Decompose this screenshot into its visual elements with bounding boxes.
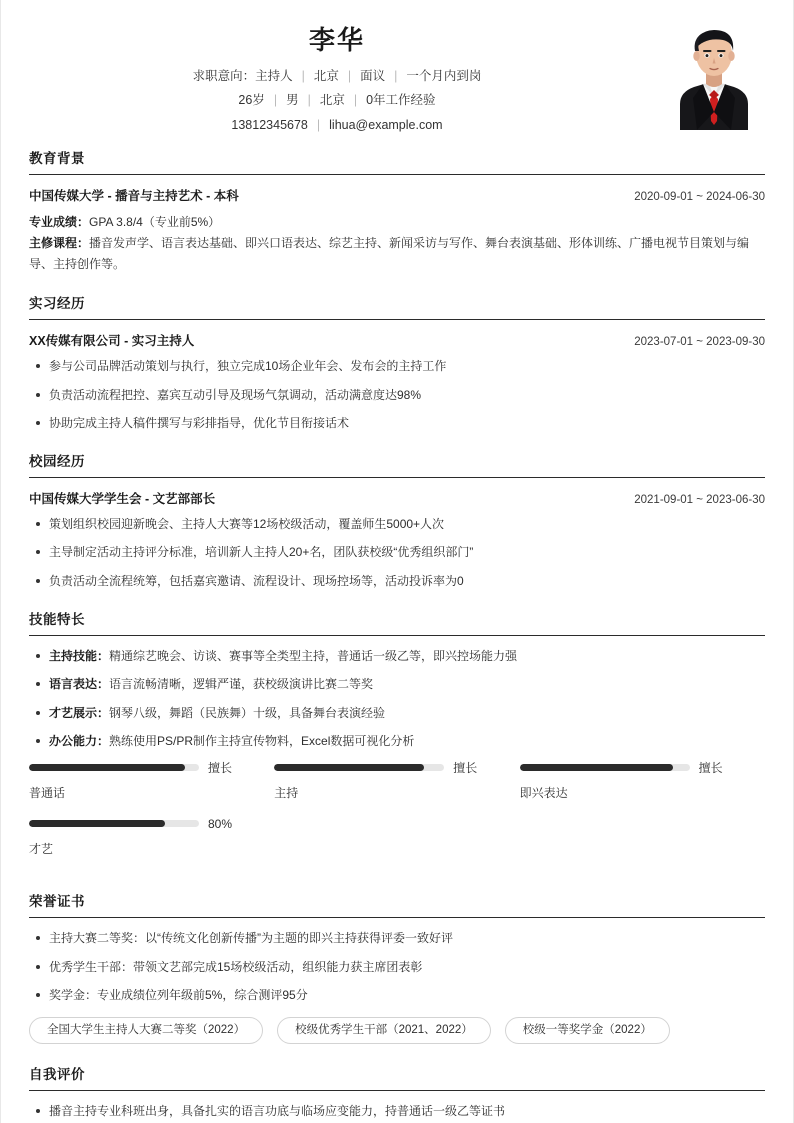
skills-bullet-list <box>29 647 765 751</box>
bullet-label: 才艺展示： <box>49 705 110 720</box>
campus-entry <box>29 489 765 591</box>
section-campus <box>1 450 793 591</box>
skill-bar-row <box>29 761 274 775</box>
campus-entry-title: 中国传媒大学学生会 - 文艺部部长 <box>29 491 216 506</box>
skill-bar-row <box>29 817 274 831</box>
campus-entry-header <box>29 489 765 507</box>
skill-bar-level: 擅长 <box>453 761 478 776</box>
bullet-item: 奖学金：专业成绩位列年级前5%，综合测评95分 <box>29 986 765 1005</box>
meta-item: 13812345678 <box>231 117 308 132</box>
bullet-item: 播音主持专业科班出身，具备扎实的语言功底与临场应变能力，持普通话一级乙等证书 <box>29 1102 765 1121</box>
honors-bullet-list <box>29 929 765 1005</box>
meta-item: 男 <box>286 93 299 107</box>
internship-entry-date: 2023-07-01 ~ 2023-09-30 <box>634 336 765 348</box>
skill-bar-fill <box>274 764 424 771</box>
education-entry-title: 中国传媒大学 - 播音与主持艺术 - 本科 <box>29 189 239 203</box>
skill-bar-group <box>29 761 765 873</box>
bullet-label: 主持技能： <box>49 648 110 663</box>
meta-separator: | <box>273 93 278 107</box>
meta-line-objective <box>29 70 645 83</box>
education-entry <box>29 186 765 275</box>
bullet-label: 语言表达： <box>49 677 110 692</box>
meta-item: 26岁 <box>238 93 265 107</box>
bullet-item <box>29 647 765 666</box>
skill-bar-item <box>274 761 519 801</box>
education-grade <box>29 212 765 233</box>
meta-item: lihua@example.com <box>329 117 443 132</box>
bullet-text: 熟练使用PS/PR制作主持宣传物料，Excel数据可视化分析 <box>109 734 415 749</box>
education-entry-header <box>29 186 765 204</box>
bullet-item <box>29 675 765 694</box>
bullet-item <box>29 732 765 751</box>
skill-bar-level: 擅长 <box>208 761 233 776</box>
bullet-item: 参与公司品牌活动策划与执行，独立完成10场企业年会、发布会的主持工作 <box>29 357 765 376</box>
section-title-skills: 技能特长 <box>29 608 765 636</box>
meta-item: 面议 <box>360 68 386 83</box>
education-entry-date: 2020-09-01 ~ 2024-06-30 <box>634 191 765 203</box>
meta-item: 一个月内到岗 <box>406 68 482 83</box>
campus-bullet-list <box>29 515 765 591</box>
self-evaluation-bullet-list <box>29 1102 765 1121</box>
internship-entry <box>29 331 765 433</box>
skill-bar-row <box>520 761 765 775</box>
internship-entry-header <box>29 331 765 349</box>
bullet-item: 负责活动流程把控、嘉宾互动引导及现场气氛调动，活动满意度达98% <box>29 386 765 405</box>
meta-item: 北京 <box>319 93 345 107</box>
bullet-item: 策划组织校园迎新晚会、主持人大赛等12场校级活动，覆盖师生5000+人次 <box>29 515 765 534</box>
skill-bar-fill <box>29 764 185 771</box>
skill-bar-track <box>274 764 444 771</box>
education-grade-value: GPA 3.8/4（专业前5%） <box>89 215 221 229</box>
section-internship <box>1 292 793 433</box>
skill-bar-item <box>29 761 274 801</box>
meta-line-personal <box>29 94 645 107</box>
meta-separator: | <box>316 117 321 132</box>
skill-bar-name: 普通话 <box>29 785 66 800</box>
skill-bar-name: 主持 <box>274 785 299 800</box>
internship-entry-title: XX传媒有限公司 - 实习主持人 <box>29 334 195 348</box>
section-skills <box>1 608 793 873</box>
bullet-item: 主持大赛二等奖：以“传统文化创新传播”为主题的即兴主持获得评委一致好评 <box>29 929 765 948</box>
education-courses <box>29 233 765 275</box>
section-honors <box>1 890 793 1046</box>
meta-separator: | <box>307 93 311 107</box>
bullet-text: 钢琴八级，舞蹈（民族舞）十级，具备舞台表演经验 <box>109 705 386 720</box>
meta-prefix: 求职意向： <box>192 68 256 83</box>
resume-header <box>1 0 793 130</box>
avatar <box>663 18 765 130</box>
skill-bar-row <box>274 761 519 775</box>
education-grade-label: 专业成绩： <box>29 215 90 229</box>
skill-bar-level: 80% <box>208 816 233 831</box>
meta-separator: | <box>301 68 305 83</box>
skill-bar-name: 即兴表达 <box>519 785 568 800</box>
bullet-text: 精通综艺晚会、访谈、赛事等全类型主持，普通话一级乙等，即兴控场能力强 <box>109 648 518 663</box>
honor-tag: 校级优秀学生干部（2021、2022） <box>277 1017 491 1045</box>
section-title-internship: 实习经历 <box>29 292 765 320</box>
bullet-item <box>29 704 765 723</box>
bullet-item: 主导制定活动主持评分标准，培训新人主持人20+名，团队获校级“优秀组织部门” <box>29 543 765 562</box>
section-title-education: 教育背景 <box>29 147 765 175</box>
skill-bar-track <box>520 764 690 771</box>
bullet-item: 优秀学生干部：带领文艺部完成15场校级活动，组织能力获主席团表彰 <box>29 958 765 977</box>
skill-bar-fill <box>29 820 165 827</box>
section-self-evaluation <box>1 1063 793 1121</box>
skill-bar-fill <box>520 764 673 771</box>
section-education <box>1 147 793 275</box>
bullet-text: 语言流畅清晰，逻辑严谨，获校级演讲比赛二等奖 <box>109 677 374 692</box>
meta-separator: | <box>394 68 398 83</box>
skill-bar-name: 才艺 <box>29 841 54 856</box>
meta-separator: | <box>347 68 352 83</box>
header-text-block <box>29 24 765 131</box>
campus-entry-date: 2021-09-01 ~ 2023-06-30 <box>634 493 765 506</box>
skill-bar-item <box>29 817 274 857</box>
honor-tag-group <box>29 1017 765 1047</box>
meta-item: 主持人 <box>255 68 293 83</box>
skill-bar-track <box>29 764 199 771</box>
meta-separator: | <box>353 93 358 107</box>
meta-item: 0年工作经验 <box>366 93 436 107</box>
section-title-self-evaluation: 自我评价 <box>29 1063 765 1091</box>
education-courses-label: 主修课程： <box>29 236 90 250</box>
section-title-campus: 校园经历 <box>29 450 765 478</box>
bullet-item: 协助完成主持人稿件撰写与彩排指导，优化节目衔接话术 <box>29 414 765 433</box>
skill-bar-item <box>520 761 765 801</box>
internship-bullet-list <box>29 357 765 433</box>
skill-bar-level: 擅长 <box>698 761 723 776</box>
meta-line-contact <box>29 119 645 132</box>
candidate-name: 李华 <box>308 25 365 55</box>
meta-item: 北京 <box>313 68 339 83</box>
section-title-honors: 荣誉证书 <box>29 890 765 918</box>
bullet-item: 负责活动全流程统筹，包括嘉宾邀请、流程设计、现场控场等，活动投诉率为0 <box>29 572 765 591</box>
honor-tag: 校级一等奖学金（2022） <box>505 1017 670 1045</box>
education-courses-value: 播音发声学、语言表达基础、即兴口语表达、综艺主持、新闻采访与写作、舞台表演基础、形体训练、广播电视节目策划与编导、主持创作等。 <box>29 236 750 271</box>
honor-tag: 全国大学生主持人大赛二等奖（2022） <box>29 1017 263 1045</box>
skill-bar-track <box>29 820 199 827</box>
bullet-label: 办公能力： <box>49 734 110 749</box>
